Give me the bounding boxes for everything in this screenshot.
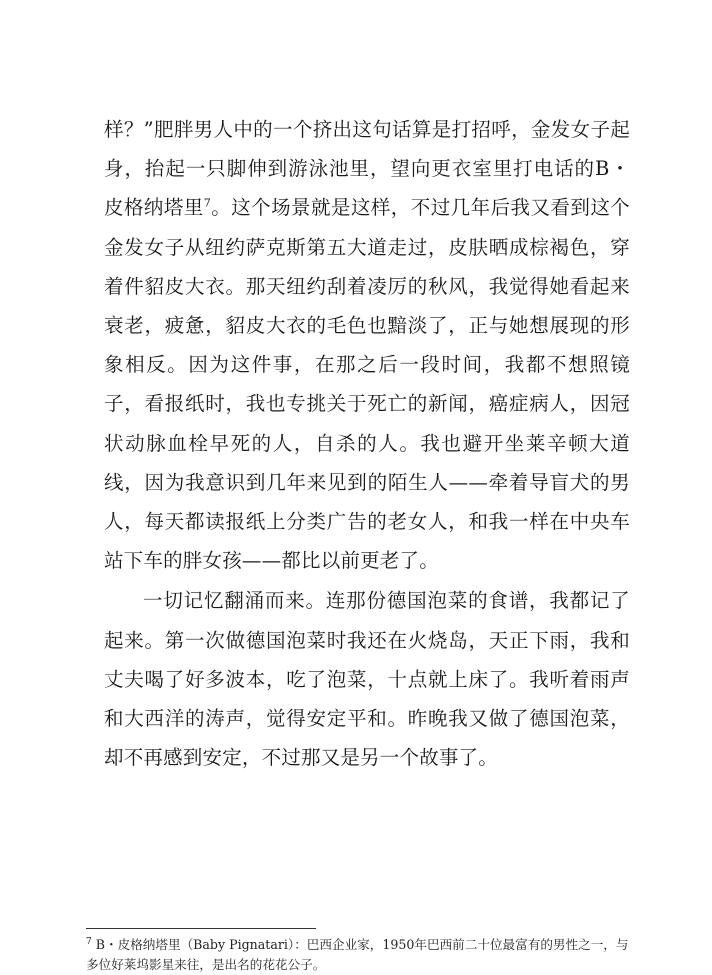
footnote-text: B・皮格纳塔里（Baby Pignatari）：巴西企业家，1950年巴西前二十位最富有的男性之一，与多位好莱坞影星来往，是出名的花花公子。: [86, 937, 629, 972]
body-text: [104, 110, 630, 777]
paragraph-1: [104, 110, 630, 580]
footnote: [86, 935, 634, 975]
paragraph-1-text-end: 。这个场景就是这样，不过几年后我又看到这个金发女子从纽约萨克斯第五大道走过，皮肤晒成棕褐色，穿着件貂皮大衣。那天纽约刮着凌厉的秋风，我觉得她看起来衰老，疲惫，貂皮大衣的毛色也黯淡了，正与她想展现的形象相反。因为这件事，在那之后一段时间，我都不想照镜子，看报纸时，我也专挑关于死亡的新闻，癌症病人，因冠状动脉血栓早死的人，自杀的人。我也避开坐莱辛顿大道线，因为我意识到几年来见到的陌生人——牵着导盲犬的男人，每天都读报纸上分类广告的老女人，和我一样在中央车站下车的胖女孩——都比以前更老了。: [104, 196, 630, 573]
paragraph-2: 一切记忆翻涌而来。连那份德国泡菜的食谱，我都记了起来。第一次做德国泡菜时我还在火烧岛，天正下雨，我和丈夫喝了好多波本，吃了泡菜，十点就上床了。我听着雨声和大西洋的涛声，觉得安定平和。昨晚我又做了德国泡菜，却不再感到安定，不过那又是另一个故事了。: [104, 589, 630, 770]
paragraph-1-text-start: 样？”肥胖男人中的一个挤出这句话算是打招呼，金发女子起身，抬起一只脚伸到游泳池里，望向更衣室里打电话的B・皮格纳塔里: [104, 118, 630, 220]
footnote-mark: 7: [86, 936, 92, 947]
footnote-reference: 7: [203, 196, 211, 210]
footnote-divider: [86, 928, 316, 929]
